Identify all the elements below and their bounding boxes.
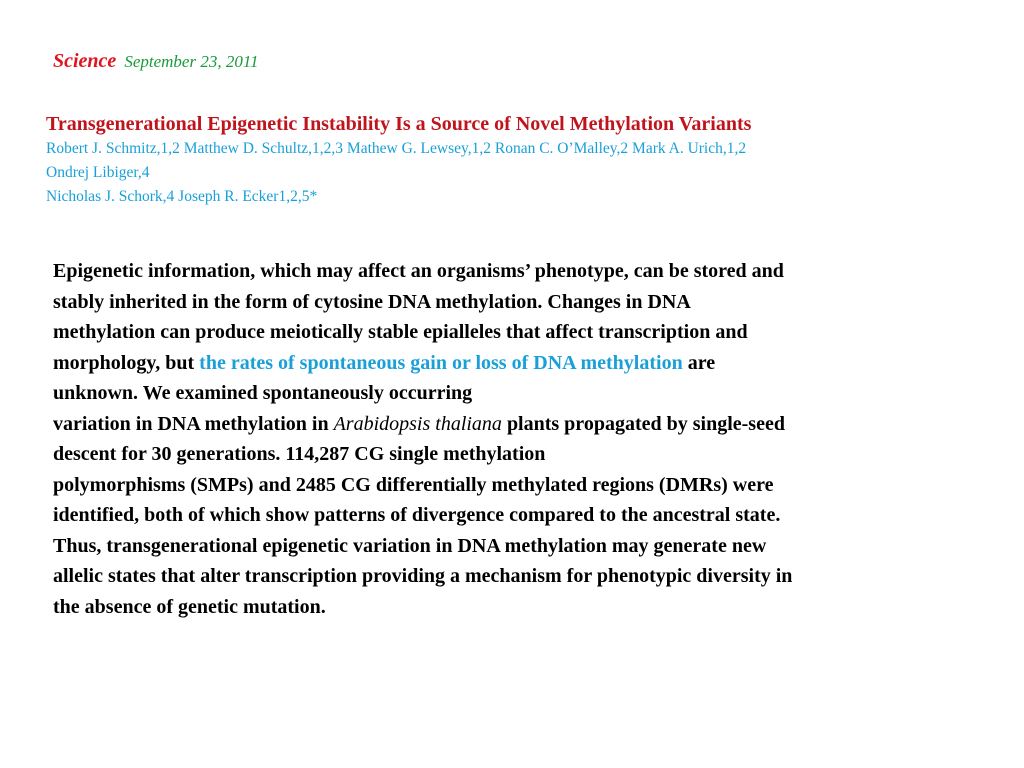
abstract-line	[53, 409, 1013, 440]
abstract-line: methylation can produce meiotically stable epialleles that affect transcription and	[53, 321, 748, 343]
paper-header	[46, 112, 1006, 209]
paper-title: Transgenerational Epigenetic Instability Is a Source of Novel Methylation Variants	[46, 113, 752, 135]
abstract-text: plants propagated by single-seed	[501, 412, 785, 435]
abstract-paragraph	[53, 256, 1013, 622]
abstract-line: Epigenetic information, which may affect an organisms’ phenotype, can be stored and	[53, 260, 784, 282]
journal-name: Science	[53, 50, 117, 72]
abstract-line: stably inherited in the form of cytosine DNA methylation. Changes in DNA	[53, 290, 691, 313]
journal-citation	[53, 50, 259, 73]
abstract-line	[53, 348, 1013, 379]
abstract-text: variation in DNA methylation in	[53, 412, 334, 435]
abstract-line: descent for 30 generations. 114,287 CG single methylation	[53, 443, 546, 465]
abstract-line: Thus, transgenerational epigenetic variation in DNA methylation may generate new	[53, 534, 767, 557]
species-name: Arabidopsis thaliana	[333, 412, 502, 435]
author-line: Ondrej Libiger,4	[46, 164, 150, 181]
author-line: Robert J. Schmitz,1,2 Matthew D. Schultz,1,2,3 Mathew G. Lewsey,1,2 Ronan C. O’Malley,2 Mark A. Urich,1,2	[46, 140, 747, 157]
highlighted-phrase: the rates of spontaneous gain or loss of DNA methylation	[199, 351, 683, 374]
abstract-line: the absence of genetic mutation.	[53, 595, 326, 618]
abstract-text: are	[682, 351, 716, 374]
abstract-line: allelic states that alter transcription providing a mechanism for phenotypic diversity in	[53, 565, 793, 587]
publication-date: September 23, 2011	[124, 52, 259, 71]
abstract-text: morphology, but	[53, 351, 200, 374]
abstract-line: identified, both of which show patterns of divergence compared to the ancestral state.	[53, 504, 781, 526]
author-line: Nicholas J. Schork,4 Joseph R. Ecker1,2,5*	[46, 188, 318, 205]
abstract-line: polymorphisms (SMPs) and 2485 CG differentially methylated regions (DMRs) were	[53, 473, 774, 496]
abstract-line: unknown. We examined spontaneously occurring	[53, 382, 473, 404]
